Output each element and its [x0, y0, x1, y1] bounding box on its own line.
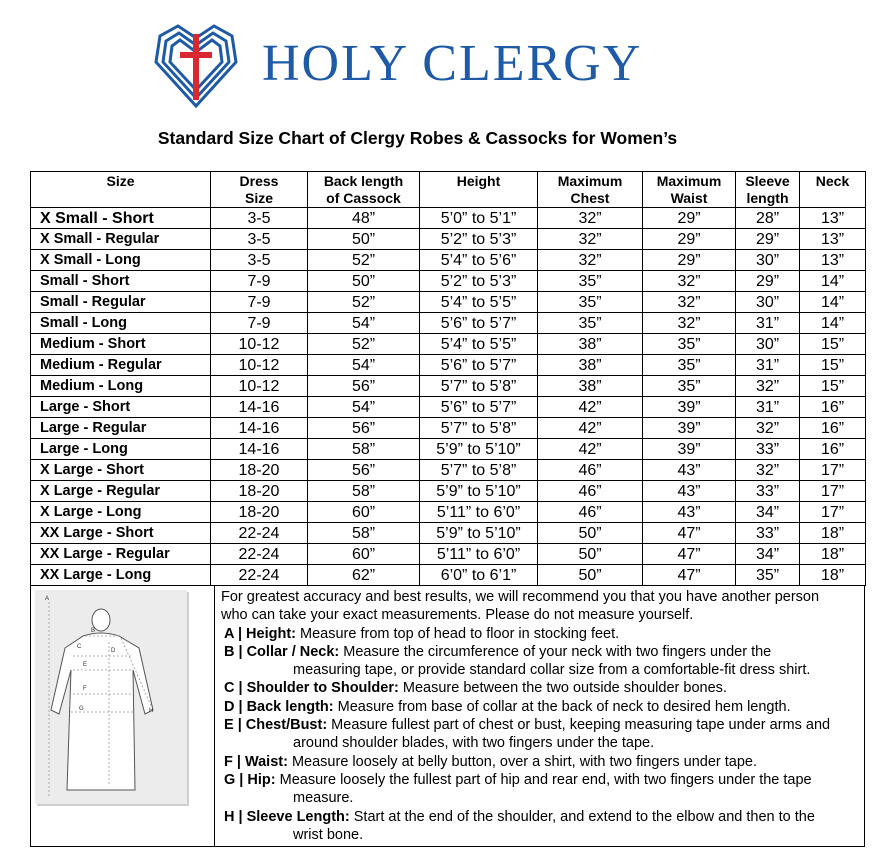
instruction-key: H | Sleeve Length: — [224, 808, 350, 825]
cell-height: 5’2” to 5’3” — [420, 271, 538, 292]
table-row — [31, 565, 866, 586]
cell-waist: 32” — [643, 292, 736, 313]
cell-size: X Small - Regular — [31, 229, 211, 250]
cell-dress-size: 14-16 — [211, 418, 308, 439]
table-row — [31, 460, 866, 481]
cell-size: Large - Regular — [31, 418, 211, 439]
table-row — [31, 523, 866, 544]
instruction-item — [221, 771, 861, 789]
table-row — [31, 376, 866, 397]
cell-sleeve: 32” — [736, 376, 800, 397]
cell-chest: 46” — [538, 460, 643, 481]
cell-neck: 18” — [800, 544, 866, 565]
cell-chest: 50” — [538, 565, 643, 586]
instruction-item — [221, 716, 861, 734]
col-header-chest: Maximum Chest — [538, 172, 643, 208]
cell-size: X Large - Short — [31, 460, 211, 481]
cell-dress-size: 18-20 — [211, 481, 308, 502]
cell-size: XX Large - Short — [31, 523, 211, 544]
cell-sleeve: 31” — [736, 313, 800, 334]
figure-label-c: C — [77, 644, 82, 650]
cell-chest: 50” — [538, 544, 643, 565]
table-row — [31, 481, 866, 502]
table-row — [31, 334, 866, 355]
cell-dress-size: 10-12 — [211, 376, 308, 397]
cell-dress-size: 10-12 — [211, 355, 308, 376]
cell-back-length: 58” — [308, 439, 420, 460]
table-header-row — [31, 172, 866, 208]
cell-dress-size: 22-24 — [211, 565, 308, 586]
cell-sleeve: 29” — [736, 271, 800, 292]
cell-sleeve: 33” — [736, 481, 800, 502]
cell-neck: 13” — [800, 229, 866, 250]
table-row — [31, 439, 866, 460]
cell-height: 5’6” to 5’7” — [420, 313, 538, 334]
cell-dress-size: 22-24 — [211, 523, 308, 544]
cell-waist: 32” — [643, 271, 736, 292]
cell-sleeve: 30” — [736, 292, 800, 313]
instruction-text: Measure fullest part of chest or bust, keeping measuring tape under arms and — [327, 717, 831, 734]
cell-height: 5’11” to 6’0” — [420, 544, 538, 565]
cell-sleeve: 34” — [736, 502, 800, 523]
instruction-text: Start at the end of the shoulder, and extend to the elbow and then to the — [349, 808, 815, 825]
cell-back-length: 52” — [308, 250, 420, 271]
cell-dress-size: 14-16 — [211, 439, 308, 460]
cell-chest: 42” — [538, 418, 643, 439]
intro-line-2: who can take your exact measurements. Please do not measure yourself. — [221, 607, 694, 624]
cell-dress-size: 3-5 — [211, 229, 308, 250]
instruction-text: Measure from top of head to floor in stocking feet. — [295, 625, 620, 642]
cell-waist: 35” — [643, 376, 736, 397]
cell-sleeve: 32” — [736, 418, 800, 439]
cell-chest: 32” — [538, 208, 643, 229]
instruction-item — [221, 643, 861, 661]
col-header-back-length: Back length of Cassock — [308, 172, 420, 208]
cell-chest: 46” — [538, 481, 643, 502]
cell-size: Medium - Regular — [31, 355, 211, 376]
instruction-text: Measure between the two outside shoulder bones. — [398, 680, 727, 697]
cell-size: Small - Short — [31, 271, 211, 292]
cell-waist: 29” — [643, 229, 736, 250]
instruction-text: Measure the circumference of your neck with two fingers under the — [339, 643, 772, 660]
figure-label-d: D — [111, 648, 116, 654]
cell-back-length: 56” — [308, 376, 420, 397]
measurement-instructions — [221, 588, 861, 844]
cell-chest: 42” — [538, 439, 643, 460]
cell-height: 5’9” to 5’10” — [420, 523, 538, 544]
header — [150, 18, 650, 110]
cell-neck: 15” — [800, 376, 866, 397]
robe-figure — [35, 590, 187, 804]
cell-neck: 13” — [800, 208, 866, 229]
cell-size: Large - Long — [31, 439, 211, 460]
cell-back-length: 62” — [308, 565, 420, 586]
cell-dress-size: 18-20 — [211, 460, 308, 481]
figure-label-e: E — [83, 662, 88, 668]
instruction-key: B | Collar / Neck: — [224, 643, 340, 660]
cell-back-length: 58” — [308, 523, 420, 544]
cell-neck: 17” — [800, 481, 866, 502]
cell-size: X Large - Long — [31, 502, 211, 523]
cell-neck: 16” — [800, 418, 866, 439]
cell-waist: 43” — [643, 502, 736, 523]
cell-sleeve: 31” — [736, 397, 800, 418]
cell-dress-size: 14-16 — [211, 397, 308, 418]
cell-waist: 29” — [643, 208, 736, 229]
cell-neck: 16” — [800, 397, 866, 418]
instruction-key: D | Back length: — [224, 698, 334, 715]
table-row — [31, 271, 866, 292]
cell-neck: 16” — [800, 439, 866, 460]
instruction-continuation: measure. — [293, 790, 354, 807]
cell-dress-size: 10-12 — [211, 334, 308, 355]
cell-dress-size: 3-5 — [211, 250, 308, 271]
cell-size: X Small - Long — [31, 250, 211, 271]
cell-neck: 14” — [800, 292, 866, 313]
instruction-text: Measure from base of collar at the back of neck to desired hem length. — [333, 698, 791, 715]
cell-size: Large - Short — [31, 397, 211, 418]
instruction-item — [221, 808, 861, 826]
table-row — [31, 355, 866, 376]
measurement-guide — [30, 586, 865, 847]
figure-label-f: F — [83, 686, 87, 692]
cell-sleeve: 28” — [736, 208, 800, 229]
intro-line-1: For greatest accuracy and best results, we will recommend you that you have another person — [221, 589, 820, 605]
cell-neck: 14” — [800, 271, 866, 292]
instruction-continuation: measuring tape, or provide standard collar size from a comfortable-fit dress shirt. — [293, 662, 811, 679]
cell-height: 5’4” to 5’5” — [420, 334, 538, 355]
cell-back-length: 50” — [308, 271, 420, 292]
cell-sleeve: 34” — [736, 544, 800, 565]
cell-sleeve: 30” — [736, 250, 800, 271]
cell-height: 5’7” to 5’8” — [420, 460, 538, 481]
cell-waist: 47” — [643, 523, 736, 544]
cell-size: Small - Long — [31, 313, 211, 334]
cell-sleeve: 29” — [736, 229, 800, 250]
cell-size: Medium - Long — [31, 376, 211, 397]
cell-sleeve: 35” — [736, 565, 800, 586]
cell-back-length: 54” — [308, 397, 420, 418]
cell-chest: 46” — [538, 502, 643, 523]
cell-sleeve: 33” — [736, 439, 800, 460]
cell-size: X Small - Short — [31, 208, 211, 229]
cell-chest: 35” — [538, 313, 643, 334]
cell-neck: 17” — [800, 502, 866, 523]
col-header-size: Size — [31, 172, 211, 208]
figure-label-h: H — [149, 708, 154, 714]
cell-dress-size: 18-20 — [211, 502, 308, 523]
cell-size: XX Large - Long — [31, 565, 211, 586]
instruction-item — [221, 753, 861, 771]
figure-label-a: A — [45, 596, 50, 602]
cell-size: XX Large - Regular — [31, 544, 211, 565]
cell-waist: 35” — [643, 355, 736, 376]
cell-neck: 18” — [800, 565, 866, 586]
cell-height: 5’2” to 5’3” — [420, 229, 538, 250]
col-header-dress-size: Dress Size — [211, 172, 308, 208]
cell-dress-size: 7-9 — [211, 292, 308, 313]
cell-waist: 47” — [643, 565, 736, 586]
cell-waist: 35” — [643, 334, 736, 355]
instruction-key: G | Hip: — [224, 771, 276, 788]
cell-chest: 38” — [538, 376, 643, 397]
cell-waist: 39” — [643, 439, 736, 460]
table-row — [31, 397, 866, 418]
cell-waist: 32” — [643, 313, 736, 334]
cell-waist: 43” — [643, 481, 736, 502]
table-row — [31, 502, 866, 523]
figure-label-b: B — [91, 628, 96, 634]
cell-neck: 17” — [800, 460, 866, 481]
cell-back-length: 60” — [308, 544, 420, 565]
cell-back-length: 60” — [308, 502, 420, 523]
cell-back-length: 56” — [308, 460, 420, 481]
cell-size: X Large - Regular — [31, 481, 211, 502]
figure-panel — [31, 586, 215, 846]
cell-back-length: 54” — [308, 313, 420, 334]
col-header-waist: Maximum Waist — [643, 172, 736, 208]
instruction-key: A | Height: — [224, 625, 296, 642]
table-row — [31, 313, 866, 334]
cell-chest: 35” — [538, 292, 643, 313]
cell-height: 5’9” to 5’10” — [420, 439, 538, 460]
cell-height: 5’7” to 5’8” — [420, 418, 538, 439]
cell-neck: 13” — [800, 250, 866, 271]
instruction-continuation: wrist bone. — [293, 826, 364, 843]
col-header-neck: Neck — [800, 172, 866, 208]
table-row — [31, 544, 866, 565]
cell-height: 5’11” to 6’0” — [420, 502, 538, 523]
cell-waist: 29” — [643, 250, 736, 271]
size-chart-table — [30, 171, 866, 586]
table-row — [31, 229, 866, 250]
table-row — [31, 292, 866, 313]
cell-sleeve: 32” — [736, 460, 800, 481]
cell-chest: 50” — [538, 523, 643, 544]
instruction-item — [221, 679, 861, 697]
cell-back-length: 54” — [308, 355, 420, 376]
cell-back-length: 58” — [308, 481, 420, 502]
table-row — [31, 250, 866, 271]
cell-back-length: 48” — [308, 208, 420, 229]
instruction-key: F | Waist: — [224, 753, 288, 770]
cell-neck: 15” — [800, 355, 866, 376]
col-header-sleeve: Sleeve length — [736, 172, 800, 208]
cell-waist: 47” — [643, 544, 736, 565]
cell-sleeve: 30” — [736, 334, 800, 355]
cell-size: Small - Regular — [31, 292, 211, 313]
cell-height: 5’9” to 5’10” — [420, 481, 538, 502]
col-header-height: Height — [420, 172, 538, 208]
robe-outline-icon — [35, 590, 187, 804]
instruction-key: C | Shoulder to Shoulder: — [224, 680, 399, 697]
cell-height: 6’0” to 6’1” — [420, 565, 538, 586]
cell-dress-size: 7-9 — [211, 271, 308, 292]
instruction-text: Measure loosely at belly button, over a shirt, with two fingers under tape. — [287, 753, 758, 770]
cell-neck: 15” — [800, 334, 866, 355]
cell-back-length: 56” — [308, 418, 420, 439]
cell-dress-size: 3-5 — [211, 208, 308, 229]
cell-chest: 38” — [538, 334, 643, 355]
page-title: Standard Size Chart of Clergy Robes & Cassocks for Women’s — [157, 128, 678, 148]
instruction-list — [221, 625, 861, 845]
cell-chest: 42” — [538, 397, 643, 418]
cell-dress-size: 7-9 — [211, 313, 308, 334]
cell-back-length: 52” — [308, 334, 420, 355]
instruction-continuation: around shoulder blades, with two fingers under the tape. — [293, 735, 655, 752]
instruction-item — [221, 625, 861, 643]
instruction-text: Measure loosely the fullest part of hip and rear end, with two fingers under the tape — [275, 771, 812, 788]
cell-chest: 35” — [538, 271, 643, 292]
cell-neck: 18” — [800, 523, 866, 544]
cell-waist: 39” — [643, 397, 736, 418]
cell-size: Medium - Short — [31, 334, 211, 355]
table-row — [31, 208, 866, 229]
instruction-item — [221, 698, 861, 716]
cell-height: 5’6” to 5’7” — [420, 397, 538, 418]
table-row — [31, 418, 866, 439]
cell-chest: 32” — [538, 250, 643, 271]
table-body — [31, 208, 866, 586]
instruction-key: E | Chest/Bust: — [224, 717, 328, 734]
cell-neck: 14” — [800, 313, 866, 334]
cross-shield-logo-icon — [150, 18, 242, 110]
cell-height: 5’4” to 5’5” — [420, 292, 538, 313]
cell-back-length: 52” — [308, 292, 420, 313]
cell-height: 5’4” to 5’6” — [420, 250, 538, 271]
cell-chest: 32” — [538, 229, 643, 250]
cell-sleeve: 31” — [736, 355, 800, 376]
figure-label-g: G — [79, 706, 84, 712]
brand-name: HOLY CLERGY — [262, 35, 643, 92]
cell-height: 5’0” to 5’1” — [420, 208, 538, 229]
cell-waist: 39” — [643, 418, 736, 439]
cell-back-length: 50” — [308, 229, 420, 250]
cell-dress-size: 22-24 — [211, 544, 308, 565]
cell-height: 5’7” to 5’8” — [420, 376, 538, 397]
cell-waist: 43” — [643, 460, 736, 481]
cell-sleeve: 33” — [736, 523, 800, 544]
cell-chest: 38” — [538, 355, 643, 376]
cell-height: 5’6” to 5’7” — [420, 355, 538, 376]
